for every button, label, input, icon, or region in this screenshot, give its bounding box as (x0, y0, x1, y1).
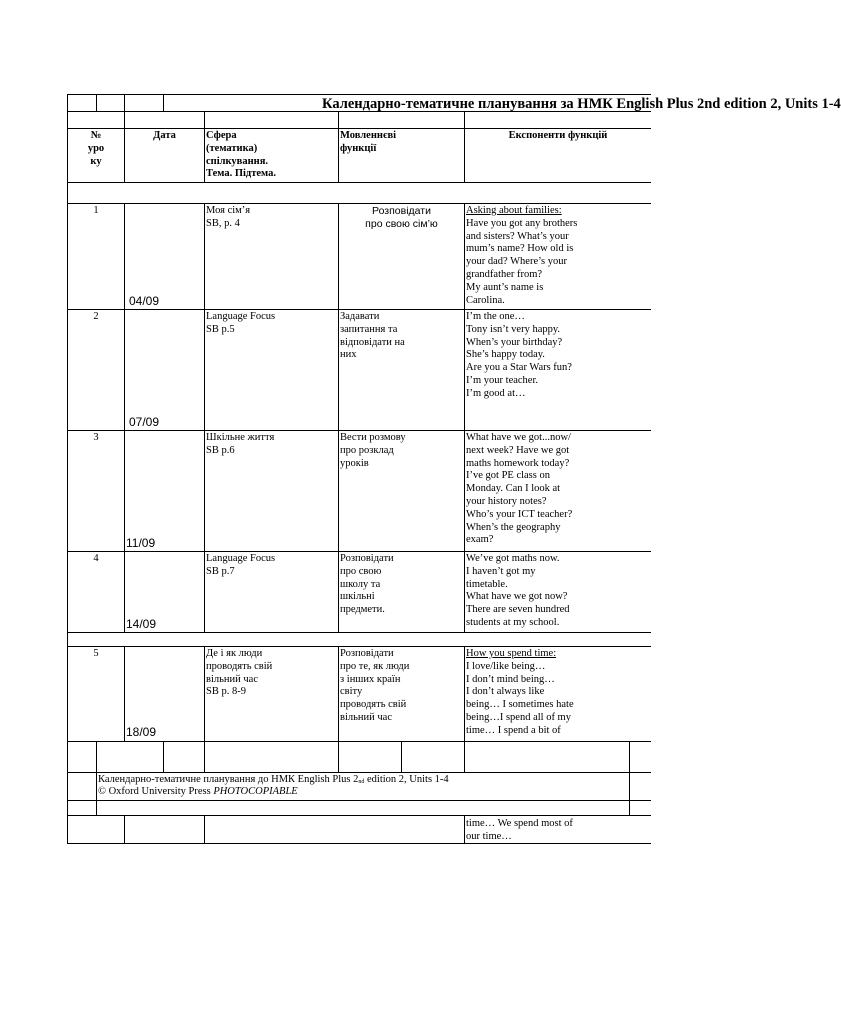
col-divider (338, 203, 339, 632)
col-divider (124, 94, 125, 111)
col-divider (96, 741, 97, 772)
col-divider (124, 203, 125, 632)
col-divider (464, 815, 465, 843)
col-divider (204, 111, 205, 182)
header-lesson-number: № уро ку (87, 130, 105, 167)
col-divider (124, 646, 125, 741)
col-divider (629, 741, 630, 772)
header-speech-functions: Мовленнєві функції (340, 130, 397, 154)
lesson-sphere: Language Focus SB p.5 (206, 311, 276, 335)
copyright-text: © Oxford University Press (98, 786, 214, 797)
lesson-exponents: I’m the one… Tony isn’t very happy. When’s your birthday? She’s happy today. Are you a Star Wars fun? I’m your teacher. I’m good at… (466, 311, 572, 399)
lesson-date: 11/09 (126, 536, 156, 550)
row-divider (67, 309, 651, 310)
col-divider (96, 800, 97, 815)
lesson-number: 1 (93, 205, 99, 216)
footer-title-end: edition 2, Units 1-4 (364, 774, 449, 785)
row-divider (67, 646, 651, 647)
col-divider (96, 772, 97, 800)
exponents-text: I love/like being… I don’t mind being… I don’t always like being… I sometimes hate being…I spend all of my time… I spend a bit of (466, 660, 574, 736)
col-divider (464, 111, 465, 182)
header-function-exponents: Експоненти функцій (508, 130, 608, 141)
row-divider (67, 800, 651, 801)
lesson-number: 5 (93, 648, 99, 659)
lesson-number: 4 (93, 553, 99, 564)
lesson-functions: Розповідати про свою сім’ю (365, 205, 438, 230)
col-divider (401, 741, 402, 772)
lesson-date: 14/09 (126, 617, 157, 631)
lesson-number: 3 (93, 432, 99, 443)
row-divider (67, 741, 651, 742)
row-divider (67, 632, 651, 633)
lesson-number: 2 (93, 311, 99, 322)
lesson-sphere: Де і як люди проводять свій вільний час SB p. 8-9 (206, 648, 273, 698)
col-divider (204, 815, 205, 843)
lesson-sphere: Шкільне життя SB p.6 (206, 432, 275, 456)
table-border-top (67, 94, 651, 95)
row-divider (67, 182, 651, 183)
lesson-sphere: Моя сім’я SB, p. 4 (206, 205, 251, 229)
photocopiable-label: PHOTOCOPIABLE (213, 786, 298, 797)
page-title: Календарно-тематичне планування за НМК English Plus 2nd edition 2, Units 1-4 (322, 96, 841, 112)
col-divider (204, 741, 205, 772)
lesson-functions: Розповідати про свою школу та шкільні предмети. (340, 553, 394, 616)
col-divider (163, 741, 164, 772)
col-divider (96, 94, 97, 111)
col-divider (464, 741, 465, 772)
header-date: Дата (153, 130, 176, 141)
col-divider (163, 94, 164, 111)
col-divider (124, 815, 125, 843)
footer-copyright (98, 786, 628, 799)
col-divider (338, 741, 339, 772)
lesson-functions: Вести розмову про розклад уроків (340, 432, 406, 469)
col-divider (338, 646, 339, 741)
row-divider (67, 203, 651, 204)
col-divider (629, 800, 630, 815)
row-divider (67, 128, 651, 129)
lesson-sphere: Language Focus SB p.7 (206, 553, 276, 577)
col-divider (338, 111, 339, 182)
col-divider (464, 203, 465, 632)
lesson-date: 04/09 (129, 294, 160, 308)
exponents-heading: How you spend time: (466, 648, 557, 659)
lesson-exponents (466, 205, 650, 307)
row-divider (67, 815, 651, 816)
col-divider (629, 772, 630, 800)
header-sphere: Сфера (тематика) спілкування. Тема. Підтема. (206, 130, 277, 180)
col-divider (204, 203, 205, 632)
row-divider (67, 430, 651, 431)
row-divider (67, 772, 651, 773)
exponents-text: Have you got any brothers and sisters? What’s your mum’s name? How old is your dad? Where’s your grandfather from? My aunt’s name is Carolina. (466, 217, 578, 306)
footer-title: Календарно-тематичне планування до НМК English Plus 2 (98, 774, 359, 785)
col-divider (124, 111, 125, 182)
lesson-functions: Розповідати про те, як люди з інших країн світу проводять свій вільний час (340, 648, 410, 723)
lesson-exponents: We’ve got maths now. I haven’t got my timetable. What have we got now? There are seven hundred students at my school. (466, 553, 570, 628)
lesson-date: 18/09 (126, 725, 157, 739)
exponents-heading: Asking about families: (466, 205, 562, 216)
row-divider (67, 551, 651, 552)
col-divider (204, 646, 205, 741)
lesson-date: 07/09 (129, 415, 160, 429)
lesson-exponents (466, 648, 650, 738)
exponents-continued: time… We spend most of our time… (466, 818, 573, 842)
footer-edition-superscript: nd (358, 779, 365, 785)
lesson-functions: Задавати запитання та відповідати на них (340, 311, 405, 361)
col-divider (464, 646, 465, 741)
lesson-exponents: What have we got...now/ next week? Have we got maths homework today? I’ve got PE class on Monday. Can I look at your history notes? Who’s your ICT teacher? When’s the geography exam? (466, 432, 573, 546)
